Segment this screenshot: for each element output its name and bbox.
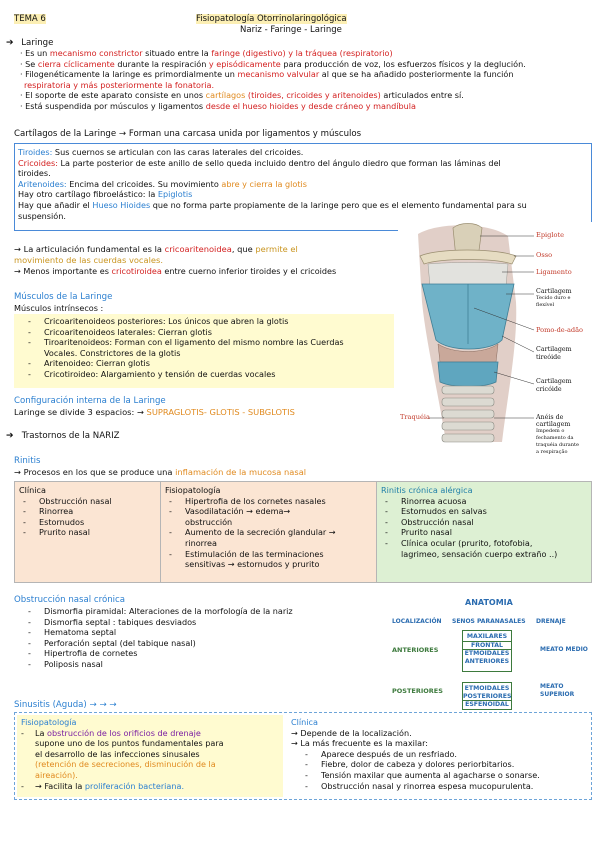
sinusitis-heading: Sinusitis (Aguda) → → → xyxy=(14,700,117,710)
rinitis-table xyxy=(14,481,592,583)
anatomia-box-posteriores: ETMOIDALES POSTERIORES ESFENOIDAL xyxy=(462,682,512,710)
sinusitis-clinica-item: - Fiebre, dolor de cabeza y dolores periorbitarios. xyxy=(291,759,583,770)
articulacion-line-2: movimiento de las cuerdas vocales. xyxy=(14,255,163,265)
cartilagos-box xyxy=(14,143,592,231)
cricoides-line-2: tiroides. xyxy=(18,168,51,179)
rinitis-fisio-item: - Estimulación de las terminaciones xyxy=(155,549,372,560)
anatomia-diagram xyxy=(390,596,594,716)
laringe-bullet-5: · Está suspendida por músculos y ligamentos desde el hueso hioides y desde cráneo y mandíbula xyxy=(20,100,416,111)
laringe-heading: ➔ Laringe xyxy=(6,38,54,48)
sinusitis-clinica-item: - Obstrucción nasal y rinorrea espesa mucopurulenta. xyxy=(291,781,583,792)
laringe-bullets xyxy=(20,48,595,112)
obstruccion-item: - Dismorfia septal : tabiques desviados xyxy=(14,617,293,628)
obstruccion-item: - Hipertrofia de cornetes xyxy=(14,648,293,659)
laringe-bullet-3: · Filogenéticamente la laringe es primordialmente un mecanismo valvular al que se ha añadido posteriormente la función xyxy=(20,69,514,80)
sinusitis-table xyxy=(14,712,592,800)
musculo-item: - Cricotiroideo: Alargamiento y tensión de cuerdas vocales xyxy=(14,369,394,380)
musculo-item: - Cricoaritenoideos posteriores: Los únicos que abren la glotis xyxy=(14,316,394,327)
config-heading: Configuración interna de la Laringe xyxy=(14,396,166,406)
rinitis-clinica-item: - Rinorrea xyxy=(9,506,156,517)
laringe-illustration xyxy=(398,222,594,478)
cricoides-line: Cricoides: La parte posterior de este anillo de sello queda incluido dentro del ángulo diedro que forman las láminas del xyxy=(18,157,501,168)
sinusitis-clinica-cell xyxy=(287,715,587,797)
rinitis-alergica-item-cont: lagrimeo, sensación cuerpo extraño ..) xyxy=(401,548,558,559)
rinitis-heading: Rinitis xyxy=(14,456,41,466)
obstruccion-heading: Obstrucción nasal crónica xyxy=(14,595,126,605)
anatomia-row-posteriores: POSTERIORES xyxy=(392,687,443,695)
musculos-heading: Músculos de la Laringe xyxy=(14,292,113,302)
rinitis-fisio-title: Fisiopatología xyxy=(165,485,221,495)
page-title: Fisiopatología Otorrinolaringológica xyxy=(196,14,347,24)
rinitis-clinica-item: - Prurito nasal xyxy=(9,527,156,538)
laringe-bullet-4: · El soporte de este aparato consiste en unos cartílagos (tiroides, cricoides y aritenoides) articulados entre sí. xyxy=(20,90,464,101)
rinitis-clinica-cell xyxy=(15,482,161,582)
sinusitis-fisio-cell xyxy=(17,715,283,797)
sinusitis-clinica-title: Clínica xyxy=(291,717,318,727)
cartilagos-heading: Cartílagos de la Laringe → Forman una carcasa unida por ligamentos y músculos xyxy=(14,129,362,139)
sinusitis-fisio-line-4: (retención de secreciones, disminución de la xyxy=(35,759,216,770)
hioides-line-2: suspensión. xyxy=(18,210,66,221)
laringe-bullet-2: · Se cierra cíclicamente durante la respiración y episódicamente para producción de voz, los esfuerzos físicos y la deglución. xyxy=(20,58,526,69)
anatomia-drain-superior: MEATO SUPERIOR xyxy=(540,683,575,698)
articulacion-line-3: → Menos importante es cricotiroidea entre cuerno inferior tiroides y el cricoides xyxy=(14,266,337,276)
sinusitis-clinica-intro-1: → Depende de la localización. xyxy=(291,727,412,738)
articulacion-line-1: → La articulación fundamental es la cricoaritenoidea, que permite el xyxy=(14,244,298,254)
obstruccion-item: - Perforación septal (del tabique nasal) xyxy=(14,638,293,649)
musculos-box xyxy=(14,314,394,388)
anatomia-box-anteriores: MAXILARES FRONTAL ETMOIDALES ANTERIORES xyxy=(462,630,512,672)
sinusitis-fisio-line-2: supone uno de los puntos fundamentales para xyxy=(35,738,224,749)
rinitis-alergica-item: - Prurito nasal xyxy=(371,527,587,538)
laringe-bullet-1: · Es un mecanismo constrictor situado entre la faringe (digestivo) y la tráquea (respiratorio) xyxy=(20,48,393,58)
obstruccion-list xyxy=(14,606,293,670)
rinitis-fisio-item-cont: rinorrea xyxy=(185,537,217,548)
rinitis-clinica-title: Clínica xyxy=(19,485,46,495)
label-aneis: Anéis de cartilagem Impedem o fechamento da traquéia durante a respiração xyxy=(536,414,579,455)
anatomia-row-anteriores: ANTERIORES xyxy=(392,646,439,654)
tema-label: TEMA 6 xyxy=(14,14,46,24)
articulacion-block xyxy=(14,244,336,277)
rinitis-alergica-cell xyxy=(377,482,591,582)
sinusitis-fisio-title: Fisiopatología xyxy=(21,717,77,727)
config-line: Laringe se divide 3 espacios: → SUPRAGLOTIS- GLOTIS - SUBGLOTIS xyxy=(14,407,295,417)
rinitis-fisio-item: - Vasodilatación → edema→ xyxy=(155,506,372,517)
sinusitis-fisio-line-6: - → Facilita la proliferación bacteriana. xyxy=(21,780,185,791)
label-cartilagem-tireoide: Cartilagem tireóide xyxy=(536,346,572,361)
sinusitis-clinica-intro-2: → La más frecuente es la maxilar: xyxy=(291,738,428,749)
page-subtitle: Nariz - Faringe - Laringe xyxy=(240,25,342,35)
rinitis-fisio-item: - Aumento de la secreción glandular → xyxy=(155,527,372,538)
label-epiglote: Epiglote xyxy=(536,231,564,239)
hioides-line: Hay que añadir el Hueso Hioides que no forma parte propiamente de la laringe pero que es el elemento fundamental para su xyxy=(18,199,527,210)
label-pomo-de-adao: Pomo-de-adão xyxy=(536,326,583,334)
rinitis-alergica-item: - Estornudos en salvas xyxy=(371,506,587,517)
musculo-item: - Cricoaritenoideos laterales: Cierran glotis xyxy=(14,327,394,338)
musculo-item-cont: Vocales. Constrictores de la glotis xyxy=(44,347,181,358)
tiroides-line: Tiroides: Sus cuernos se articulan con las caras laterales del cricoides. xyxy=(18,147,304,157)
rinitis-fisio-item: - Hipertrofia de los cornetes nasales xyxy=(155,496,372,507)
label-cartilagem-cricoide: Cartilagem cricóide xyxy=(536,378,572,393)
rinitis-alergica-item: - Rinorrea acuosa xyxy=(371,496,587,507)
sinusitis-clinica-item: - Aparece después de un resfriado. xyxy=(291,749,583,760)
rinitis-alergica-item: - Obstrucción nasal xyxy=(371,517,587,528)
musculo-item: - Aritenoideo: Cierran glotis xyxy=(14,358,394,369)
anatomia-drain-medio: MEATO MEDIO xyxy=(540,646,588,653)
label-ligamento: Ligamento xyxy=(536,268,572,276)
rinitis-fisio-item-cont: sensitivas → estornudos y prurito xyxy=(185,559,320,570)
sinusitis-fisio-line-1: - La obstrucción de los orificios de drenaje xyxy=(21,727,201,738)
label-traqueia: Traquéia xyxy=(400,413,430,421)
anatomia-title: ANATOMIA xyxy=(465,598,513,607)
rinitis-fisio-item-cont: obstrucción xyxy=(185,516,233,527)
rinitis-fisio-cell xyxy=(161,482,377,582)
sinusitis-fisio-line-5: aireación). xyxy=(35,769,78,780)
sinusitis-fisio-line-3: el desarrollo de las infecciones sinusales xyxy=(35,748,200,759)
anatomia-col-localizacion: LOCALIZACIÓN xyxy=(392,618,442,625)
laringe-bullet-3b: respiratoria y más posteriormente la fonatoria. xyxy=(24,79,215,90)
rinitis-alergica-item: - Clínica ocular (prurito, fotofobia, xyxy=(371,538,587,549)
rinitis-clinica-item: - Obstrucción nasal xyxy=(9,496,156,507)
anatomia-col-senos: SENOS PARANASALES xyxy=(452,618,526,625)
label-cartilagem-1: Cartilagem Tecido duro e flexível xyxy=(536,288,572,308)
obstruccion-item: - Dismorfia piramidal: Alteraciones de la morfología de la nariz xyxy=(14,606,293,617)
rinitis-clinica-item: - Estornudos xyxy=(9,517,156,528)
anatomia-col-drenaje: DRENAJE xyxy=(536,618,566,625)
musculo-item: - Tiroaritenoideos: Forman con el ligamento del mismo nombre las Cuerdas xyxy=(14,337,394,348)
obstruccion-item: - Poliposis nasal xyxy=(14,659,293,670)
trastornos-heading: ➔ Trastornos de la NARIZ xyxy=(6,431,120,441)
epiglotis-line: Hay otro cartílago fibroelástico: la Epiglotis xyxy=(18,189,193,200)
label-osso: Osso xyxy=(536,251,553,259)
sinusitis-clinica-item: - Tensión maxilar que aumenta al agacharse o sonarse. xyxy=(291,770,583,781)
obstruccion-item: - Hematoma septal xyxy=(14,627,293,638)
aritenoides-line: Aritenoides: Encima del cricoides. Su movimiento abre y cierra la glotis xyxy=(18,178,308,189)
rinitis-alergica-title: Rinitis crónica alérgica xyxy=(381,485,473,495)
rinitis-line: → Procesos en los que se produce una inflamación de la mucosa nasal xyxy=(14,467,307,477)
musculos-sub: Músculos intrínsecos : xyxy=(14,303,104,313)
